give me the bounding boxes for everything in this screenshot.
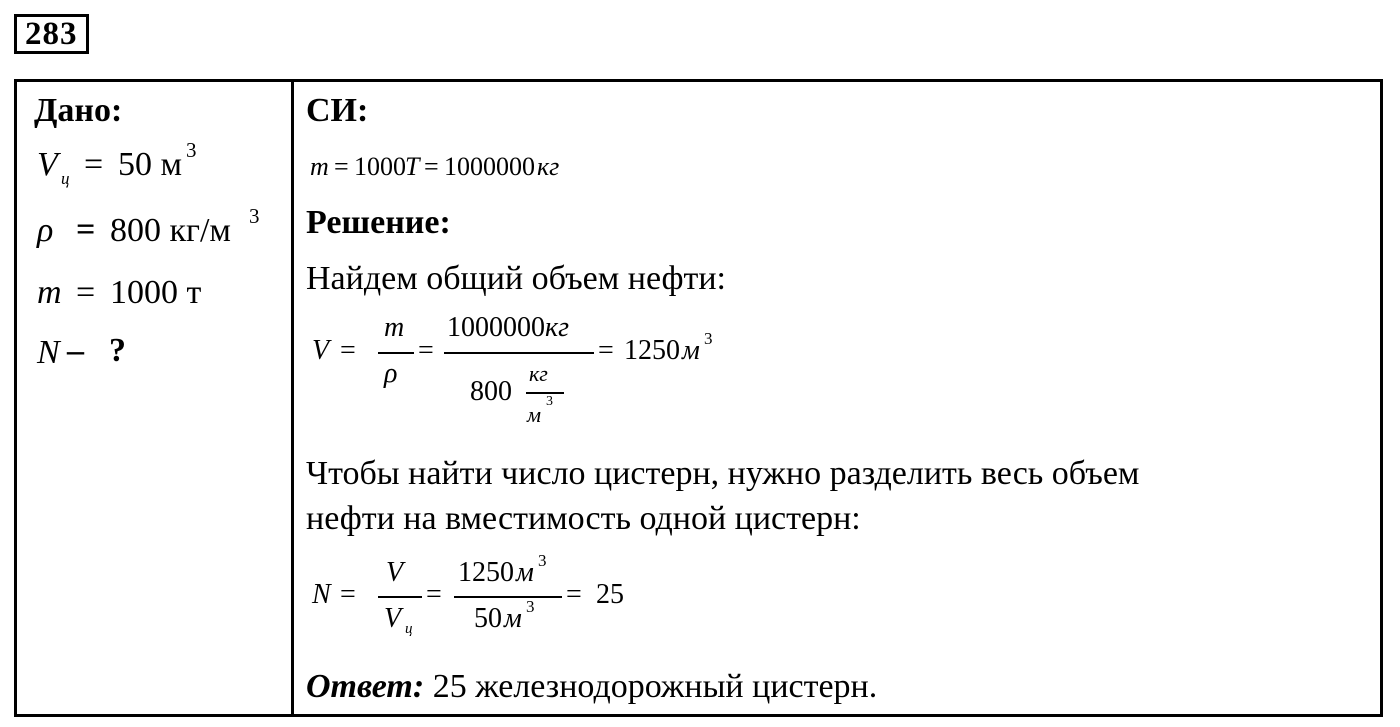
f2-den2-val: 50 [474,603,502,634]
f1-num2-val: 1000000 [447,312,545,343]
density-exponent: 3 [249,204,260,228]
si-heading: СИ: [306,92,369,129]
f1-den2-unit-den: м [527,402,542,427]
si-res: 1000000 [444,152,535,181]
f2-eq1: = [340,579,356,610]
f1-den2-unit-num: кг [529,361,548,386]
given-heading: Дано: [34,92,123,129]
mass-equals: = [76,274,96,311]
solution-heading: Решение: [306,204,451,241]
f1-num1: m [384,312,405,343]
si-unit: кг [537,152,560,181]
f2-den2-exp: 3 [526,597,535,616]
solution-text-2-line-1: Чтобы найти число цистерн, нужно разделить весь объем [306,455,1140,492]
f1-lhs: V [312,335,330,366]
f2-num2-exp: 3 [538,551,547,570]
si-m: m [310,152,329,181]
density-equals: = [76,211,96,248]
si-eq1: = [334,152,349,181]
unknown-question: ? [109,332,126,369]
si-eq2: = [424,152,439,181]
problem-number: 283 [14,14,89,54]
f2-lhs: N [312,579,331,610]
f1-res-unit: м [682,335,700,366]
volume-symbol: V [37,146,58,183]
answer-label: Ответ: [306,668,425,705]
solution-table [14,79,1383,717]
volume-value: 50 м [118,146,183,183]
density-value: 800 кг/м [110,212,231,249]
f1-den2-val: 800 [470,376,512,407]
unknown-dash: – [67,332,84,369]
f1-eq2: = [418,335,434,366]
mass-value: 1000 т [110,274,202,311]
mass-symbol: m [37,274,62,311]
f2-den2-unit: м [504,603,522,634]
f1-eq3: = [598,335,614,366]
si-mid: 1000 [354,152,406,181]
f2-result: 25 [596,579,624,610]
solution-text-1: Найдем общий объем нефти: [306,260,726,297]
given-column [17,82,291,714]
volume-equals: = [84,146,104,183]
answer-line [306,670,877,704]
f1-res-val: 1250 [624,335,680,366]
f2-num2-val: 1250 [458,557,514,588]
answer-text: 25 железнодорожный цистерн. [424,668,878,705]
f1-den1: ρ [384,358,398,389]
si-t: T [405,152,420,181]
solution-text-2-line-2: нефти на вместимость одной цистерн: [306,500,861,537]
f2-fraction-bar-2 [454,596,562,598]
f2-num1: V [386,557,404,588]
f1-fraction-bar-3 [526,392,564,394]
f2-den1-sub: ц [405,621,413,637]
density-symbol: ρ [37,212,54,249]
solution-column [294,82,1380,714]
f2-num2-unit: м [516,557,534,588]
volume-subscript: ц [61,169,70,188]
f1-res-exp: 3 [704,329,713,348]
f1-num2-unit: кг [545,312,570,343]
f2-den1: V [384,603,402,634]
f2-eq3: = [566,579,582,610]
unknown-symbol: N [37,334,60,371]
volume-exponent: 3 [186,138,197,162]
f1-fraction-bar-2 [444,352,594,354]
f2-fraction-bar-1 [378,596,422,598]
f2-eq2: = [426,579,442,610]
f1-fraction-bar-1 [378,352,414,354]
f1-eq1: = [340,335,356,366]
f1-den2-exp: 3 [546,394,553,409]
